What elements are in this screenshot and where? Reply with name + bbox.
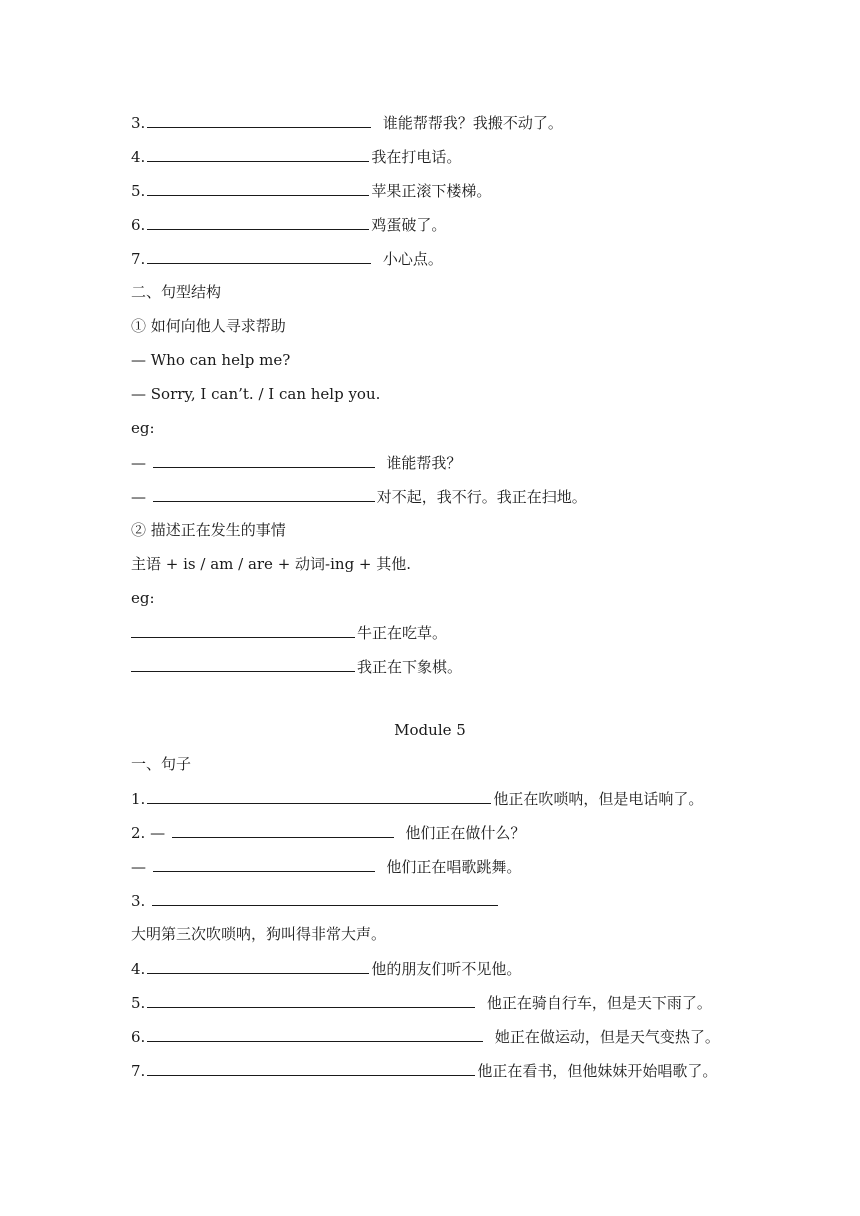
exercise-4: 4. 我在打电话。 <box>131 148 462 166</box>
answer-blank[interactable] <box>147 214 369 230</box>
m5-exercise-7: 7. 他正在看书，但他妹妹开始唱歌了。 <box>131 1062 718 1080</box>
exercise-6: 6. 鸡蛋破了。 <box>131 216 447 234</box>
section-heading: 二、句型结构 <box>131 283 222 301</box>
m5-exercise-5: 5. 他正在骑自行车，但是天下雨了。 <box>131 994 712 1012</box>
module-title: Module 5 <box>394 721 466 739</box>
section-heading: 一、句子 <box>131 755 192 773</box>
answer-blank[interactable] <box>153 856 375 872</box>
m5-exercise-6: 6. 她正在做运动，但是天气变热了。 <box>131 1028 720 1046</box>
answer-blank[interactable] <box>147 248 371 264</box>
answer-blank[interactable] <box>147 146 369 162</box>
answer-blank[interactable] <box>147 180 369 196</box>
answer-blank[interactable] <box>153 452 375 468</box>
m5-exercise-3: 3. <box>131 890 500 911</box>
exercise-5: 5. 苹果正滚下楼梯。 <box>131 182 492 200</box>
m5-exercise-1: 1. 他正在吹唢呐，但是电话响了。 <box>131 790 704 808</box>
pattern-answer: — Sorry, I can’t. / I can help you. <box>131 385 381 403</box>
pattern1-example-2: — 对不起，我不行。我正在扫地。 <box>131 488 587 506</box>
answer-blank[interactable] <box>153 486 375 502</box>
pattern2-example-1: 牛正在吃草。 <box>131 622 447 643</box>
pattern-heading: ① 如何向他人寻求帮助 <box>131 317 286 335</box>
eg-label: eg: <box>131 419 155 437</box>
eg-label: eg: <box>131 589 155 607</box>
answer-blank[interactable] <box>147 958 369 974</box>
answer-blank[interactable] <box>147 1026 483 1042</box>
answer-blank[interactable] <box>152 890 498 906</box>
pattern1-example-1: — 谁能帮我？ <box>131 454 462 472</box>
answer-blank[interactable] <box>147 1060 475 1076</box>
pattern-formula: 主语 + is / am / are + 动词-ing + 其他. <box>131 555 412 573</box>
pattern-question: — Who can help me? <box>131 351 291 369</box>
m5-exercise-2b: — 他们正在唱歌跳舞。 <box>131 858 522 876</box>
m5-exercise-2a: 2. — 他们正在做什么？ <box>131 824 526 842</box>
m5-exercise-3-text: 大明第三次吹唢呐，狗叫得非常大声。 <box>131 925 387 943</box>
pattern2-example-2: 我正在下象棋。 <box>131 656 462 677</box>
exercise-3: 3. 谁能帮帮我？我搬不动了。 <box>131 114 563 132</box>
answer-blank[interactable] <box>131 622 355 638</box>
answer-blank[interactable] <box>172 822 394 838</box>
answer-blank[interactable] <box>131 656 355 672</box>
exercise-7: 7. 小心点。 <box>131 250 443 268</box>
m5-exercise-4: 4. 他的朋友们听不见他。 <box>131 960 522 978</box>
pattern-heading: ② 描述正在发生的事情 <box>131 521 286 539</box>
answer-blank[interactable] <box>147 112 371 128</box>
answer-blank[interactable] <box>147 788 491 804</box>
answer-blank[interactable] <box>147 992 475 1008</box>
